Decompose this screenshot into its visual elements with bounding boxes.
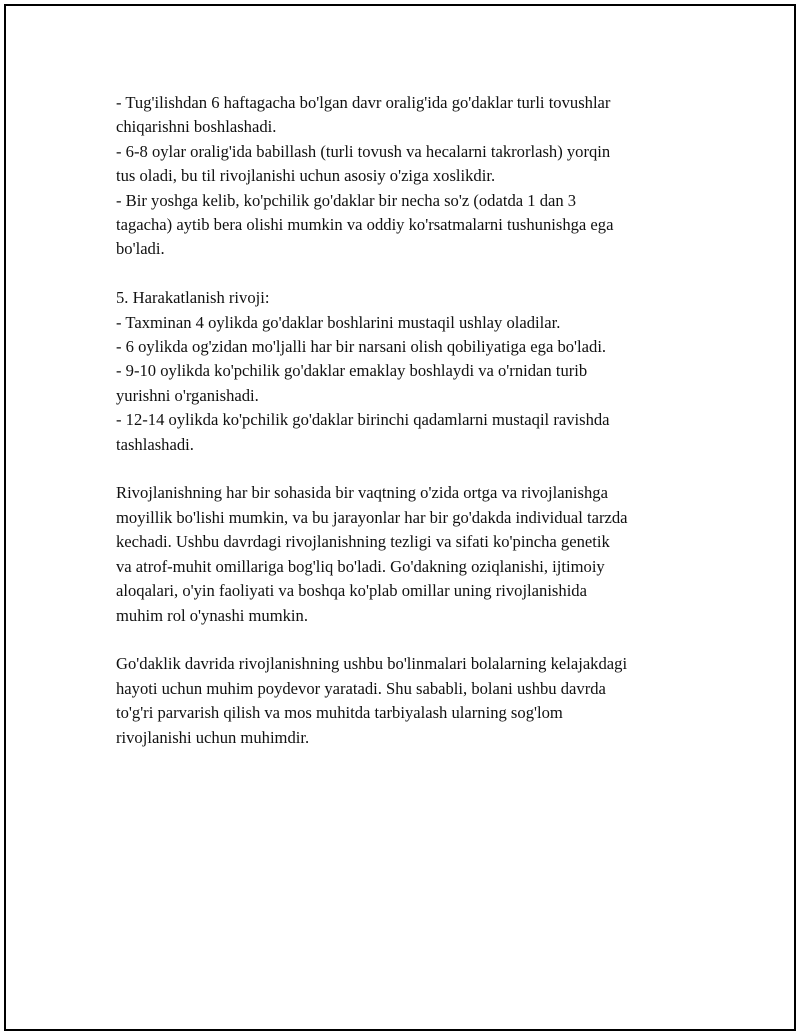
paragraph-conclusion (116, 652, 706, 750)
text-line: moyillik bo'lishi mumkin, va bu jarayonlar har bir go'dakda individual tarzda (116, 507, 628, 527)
text-line: - 6 oylikda og'zidan mo'ljalli har bir narsani olish qobiliyatiga ega bo'ladi. (116, 337, 607, 357)
text-line: tus oladi, bu til rivojlanishi uchun asosiy o'ziga xoslikdir. (116, 166, 496, 186)
text-line: kechadi. Ushbu davrdagi rivojlanishning tezligi va sifati ko'pincha genetik (116, 532, 610, 552)
paragraph-development-variation (116, 481, 706, 627)
text-line: - 9-10 oylikda ko'pchilik go'daklar emaklay boshlaydi va o'rnidan turib (116, 361, 588, 381)
paragraph-spacer (116, 262, 706, 286)
text-line: yurishni o'rganishadi. (116, 385, 259, 405)
text-line: - 6-8 oylar oralig'ida babillash (turli tovush va hecalarni takrorlash) yorqin (116, 141, 611, 161)
text-line: tashlashadi. (116, 434, 194, 454)
document-body (116, 91, 706, 750)
text-line: hayoti uchun muhim poydevor yaratadi. Shu sababli, bolani ushbu davrda (116, 678, 606, 698)
text-line: va atrof-muhit omillariga bog'liq bo'ladi. Go'dakning oziqlanishi, ijtimoiy (116, 556, 605, 576)
text-line: tagacha) aytib bera olishi mumkin va oddiy ko'rsatmalarni tushunishga ega (116, 215, 614, 235)
text-line: Rivojlanishning har bir sohasida bir vaqtning o'zida ortga va rivojlanishga (116, 483, 608, 503)
section-heading: 5. Harakatlanish rivoji: (116, 288, 270, 308)
text-line: bo'ladi. (116, 239, 165, 259)
text-line: - 12-14 oylikda ko'pchilik go'daklar birinchi qadamlarni mustaqil ravishda (116, 410, 610, 430)
text-line: muhim rol o'ynashi mumkin. (116, 605, 308, 625)
paragraph-motor-development (116, 286, 706, 457)
text-line: Go'daklik davrida rivojlanishning ushbu bo'linmalari bolalarning kelajakdagi (116, 654, 628, 674)
paragraph-spacer (116, 628, 706, 652)
paragraph-spacer (116, 457, 706, 481)
paragraph-language-development (116, 91, 706, 262)
text-line: - Bir yoshga kelib, ko'pchilik go'daklar bir necha so'z (odatda 1 dan 3 (116, 190, 577, 210)
text-line: to'g'ri parvarish qilish va mos muhitda tarbiyalash ularning sog'lom (116, 703, 563, 723)
text-line: aloqalari, o'yin faoliyati va boshqa ko'plab omillar uning rivojlanishida (116, 581, 587, 601)
text-line: chiqarishni boshlashadi. (116, 117, 277, 137)
text-line: - Taxminan 4 oylikda go'daklar boshlarini mustaqil ushlay oladilar. (116, 312, 561, 332)
text-line: - Tug'ilishdan 6 haftagacha bo'lgan davr oralig'ida go'daklar turli tovushlar (116, 93, 611, 112)
text-line: rivojlanishi uchun muhimdir. (116, 727, 310, 747)
